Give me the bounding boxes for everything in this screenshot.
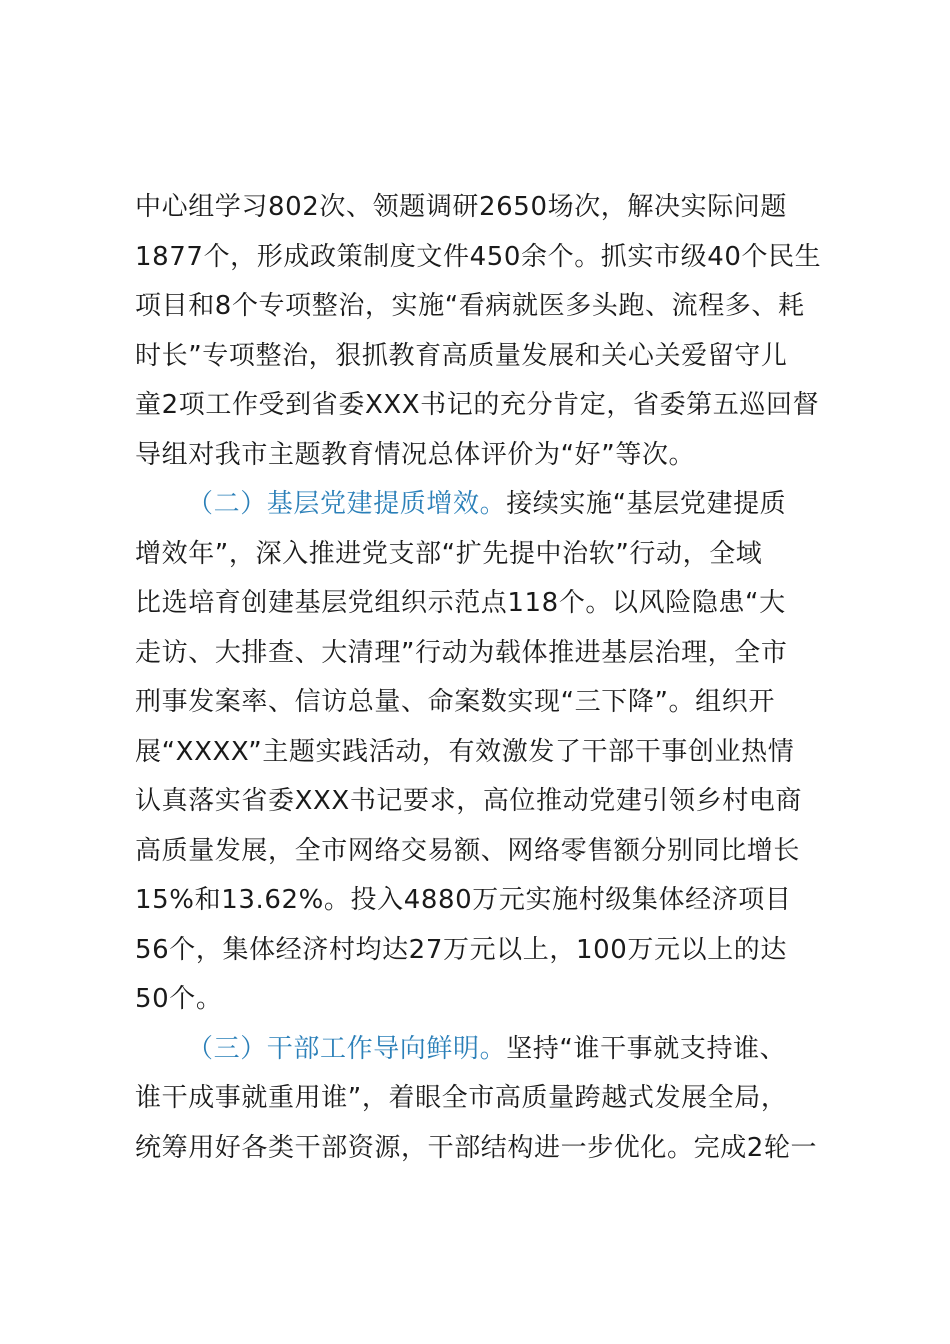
- section-2-first-line-text: 接续实施“基层党建提质: [506, 489, 787, 519]
- paragraph-line: 50个。: [135, 984, 223, 1014]
- paragraph-line: 56个，集体经济村均达27万元以上，100万元以上的达: [135, 935, 787, 965]
- paragraph-line: 刑事发案率、信访总量、命案数实现“三下降”。组织开: [135, 687, 775, 717]
- paragraph-line: 统筹用好各类干部资源，干部结构进一步优化。完成2轮一: [135, 1133, 818, 1163]
- paragraph-line: 中心组学习802次、领题调研2650场次，解决实际问题: [135, 192, 787, 222]
- paragraph-line: 导组对我市主题教育情况总体评价为“好”等次。: [135, 440, 696, 470]
- paragraph-line: 童2项工作受到省委XXX书记的充分肯定，省委第五巡回督: [135, 390, 820, 420]
- paragraph-line: 高质量发展，全市网络交易额、网络零售额分别同比增长: [135, 836, 801, 866]
- section-3-first-line-text: 坚持“谁干事就支持谁、: [506, 1034, 787, 1064]
- paragraph-line: 1877个，形成政策制度文件450余个。抓实市级40个民生: [135, 242, 822, 272]
- paragraph-line: 走访、大排查、大清理”行动为载体推进基层治理，全市: [135, 638, 788, 668]
- paragraph-line: 15%和13.62%。投入4880万元实施村级集体经济项目: [135, 885, 792, 915]
- section-3-first-line: [187, 1024, 786, 1074]
- paragraph-line: 增效年”，深入推进党支部“扩先提中治软”行动，全域: [135, 539, 763, 569]
- paragraph-line: 谁干成事就重用谁”，着眼全市高质量跨越式发展全局，: [135, 1083, 788, 1113]
- paragraph-line: 认真落实省委XXX书记要求，高位推动党建引领乡村电商: [135, 786, 803, 816]
- section-3-heading: （三）干部工作导向鲜明。: [187, 1034, 507, 1064]
- paragraph-line: 项目和8个专项整治，实施“看病就医多头跑、流程多、耗: [135, 291, 805, 321]
- paragraph-line: 时长”专项整治，狠抓教育高质量发展和关心关爱留守儿: [135, 341, 788, 371]
- section-2-heading: （二）基层党建提质增效。: [187, 489, 507, 519]
- section-2-first-line: [187, 479, 786, 529]
- paragraph-line: 比选培育创建基层党组织示范点118个。以风险隐患“大: [135, 588, 786, 618]
- paragraph-line: 展“XXXX”主题实践活动，有效激发了干部干事创业热情: [135, 737, 795, 767]
